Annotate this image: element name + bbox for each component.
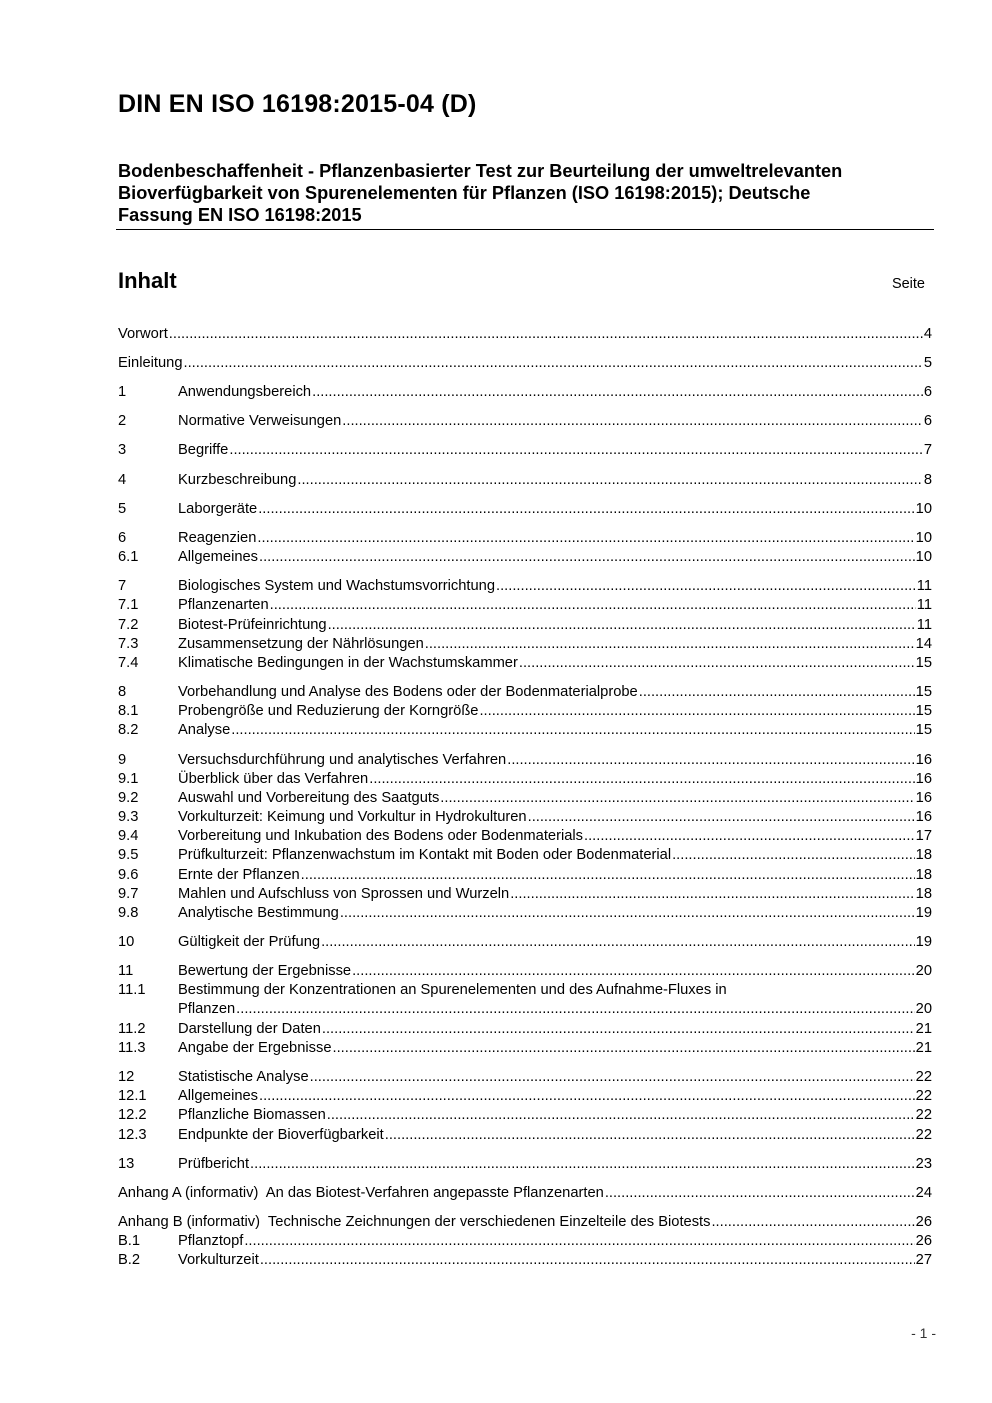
toc-entry-page: 22: [915, 1088, 932, 1104]
toc-entry[interactable]: [118, 770, 932, 789]
toc-entry-title: Begriffe: [178, 442, 229, 458]
toc-dot-leader: [510, 885, 914, 904]
toc-entry-title: Pflanztopf: [178, 1233, 244, 1249]
toc-entry-page: 10: [915, 530, 932, 546]
toc-entry-page: 18: [915, 886, 932, 902]
toc-entry-page: 19: [915, 934, 932, 950]
toc-entry-number: 9.5: [118, 847, 139, 863]
toc-entry-number: 9.2: [118, 790, 139, 806]
toc-entry-page: 5: [923, 355, 932, 371]
toc-entry-continuation[interactable]: [118, 1000, 932, 1019]
toc-entry[interactable]: [118, 596, 932, 615]
toc-entry-page: 14: [915, 636, 932, 652]
toc-dot-leader: [301, 866, 915, 885]
toc-entry-title: Analyse: [178, 722, 231, 738]
toc-entry[interactable]: [118, 1106, 932, 1125]
toc-entry-number: 9: [118, 752, 127, 768]
toc-entry-page: 19: [915, 905, 932, 921]
toc-entry-number: 11: [118, 963, 134, 979]
toc-entry-number: 12.3: [118, 1127, 147, 1143]
toc-entry[interactable]: [118, 866, 932, 885]
toc-page-column-label: Seite: [891, 276, 925, 292]
toc-entry[interactable]: [118, 548, 932, 567]
toc-entry-number: 8.2: [118, 722, 139, 738]
toc-dot-leader: [260, 1251, 915, 1270]
toc-entry-page: 15: [915, 655, 932, 671]
toc-entry[interactable]: [118, 789, 932, 808]
toc-entry-title: Anwendungsbereich: [178, 384, 312, 400]
toc-entry-title: Versuchsdurchführung und analytisches Verfahren: [178, 752, 507, 768]
toc-heading: Inhalt: [118, 268, 177, 293]
toc-entry-number: 1: [118, 384, 127, 400]
toc-dot-leader: [327, 1106, 915, 1125]
toc-entry-number: 2: [118, 413, 127, 429]
toc-dot-leader: [369, 770, 914, 789]
toc-entry-number: 12.1: [118, 1088, 147, 1104]
toc-dot-leader: [342, 412, 923, 431]
toc-entry-page: 18: [915, 847, 932, 863]
toc-entry-page: 26: [915, 1214, 932, 1230]
toc-entry[interactable]: [118, 1087, 932, 1106]
toc-dot-leader: [507, 751, 914, 770]
toc-entry-title: Laborgeräte: [178, 501, 258, 517]
toc-entry-number: 6: [118, 530, 127, 546]
toc-dot-leader: [385, 1126, 915, 1145]
toc-dot-leader: [310, 1068, 915, 1087]
toc-entry-page: 22: [915, 1069, 932, 1085]
toc-entry-page: 22: [915, 1127, 932, 1143]
toc-entry-title: Pflanzenarten: [178, 597, 269, 613]
toc-entry-page: 6: [923, 413, 932, 429]
toc-dot-leader: [250, 1155, 915, 1174]
toc-entry-title: Überblick über das Verfahren: [178, 771, 369, 787]
toc-dot-leader: [169, 325, 923, 344]
toc-entry-title: Normative Verweisungen: [178, 413, 342, 429]
document-title: DIN EN ISO 16198:2015-04 (D): [118, 90, 477, 118]
toc-entry-number: 6.1: [118, 549, 139, 565]
toc-entry[interactable]: [118, 1213, 932, 1232]
toc-entry[interactable]: [118, 500, 932, 519]
toc-entry-title: Auswahl und Vorbereitung des Saatguts: [178, 790, 440, 806]
toc-entry-title: Reagenzien: [178, 530, 257, 546]
toc-entry-title: Kurzbeschreibung: [178, 472, 297, 488]
toc-dot-leader: [440, 789, 914, 808]
toc-entry-page: 16: [915, 809, 932, 825]
toc-entry-page: 10: [915, 501, 932, 517]
toc-entry-number: B.2: [118, 1252, 141, 1268]
toc-dot-leader: [352, 962, 915, 981]
toc-entry-title: Vorkulturzeit: [178, 1252, 259, 1268]
toc-entry-title: Bewertung der Ergebnisse: [178, 963, 352, 979]
toc-entry-number: 4: [118, 472, 127, 488]
toc-entry-page: 26: [915, 1233, 932, 1249]
toc-entry[interactable]: [118, 654, 932, 673]
toc-entry-title: Ernte der Pflanzen: [178, 867, 300, 883]
toc-dot-leader: [321, 933, 915, 952]
toc-entry[interactable]: [118, 933, 932, 952]
toc-dot-leader: [584, 827, 915, 846]
toc-entry[interactable]: [118, 904, 932, 923]
toc-dot-leader: [519, 654, 915, 673]
toc-entry[interactable]: [118, 635, 932, 654]
toc-entry-number: 9.7: [118, 886, 139, 902]
toc-entry-page: 27: [915, 1252, 932, 1268]
toc-entry-number: 11.2: [118, 1021, 146, 1037]
toc-entry-title: Biologisches System und Wachstumsvorrichtung: [178, 578, 495, 594]
toc-entry-page: 21: [915, 1040, 932, 1056]
toc-entry-number: 9.8: [118, 905, 139, 921]
toc-entry-page: 10: [915, 549, 932, 565]
toc-entry-number: 13: [118, 1156, 135, 1172]
toc-entry[interactable]: [118, 751, 932, 770]
toc-entry[interactable]: [118, 325, 932, 344]
toc-dot-leader: [605, 1184, 915, 1203]
toc-entry-number: B.1: [118, 1233, 141, 1249]
toc-dot-leader: [340, 904, 915, 923]
toc-entry-page: 11: [916, 597, 932, 613]
toc-entry[interactable]: [118, 827, 932, 846]
toc-entry[interactable]: [118, 1251, 932, 1270]
toc-entry-page: 20: [915, 1001, 932, 1017]
toc-entry-title: Einleitung: [118, 355, 183, 371]
toc-entry-page: 18: [915, 867, 932, 883]
toc-entry-title: Allgemeines: [178, 1088, 259, 1104]
toc-entry-page: 11: [916, 578, 932, 594]
toc-entry[interactable]: [118, 981, 932, 1000]
toc-entry-number: 9.4: [118, 828, 139, 844]
toc-entry[interactable]: [118, 1184, 932, 1203]
toc-dot-leader: [328, 616, 916, 635]
toc-entry-title: Anhang A (informativ) An das Biotest-Verfahren angepasste Pflanzenarten: [118, 1185, 604, 1201]
toc-dot-leader: [270, 596, 916, 615]
toc-dot-leader: [425, 635, 915, 654]
toc-entry[interactable]: [118, 471, 932, 490]
toc-entry-title: Gültigkeit der Prüfung: [178, 934, 321, 950]
document-subtitle: [118, 160, 933, 226]
toc-entry-number: 12.2: [118, 1107, 147, 1123]
toc-entry-page: 15: [915, 703, 932, 719]
toc-entry-page: 16: [915, 790, 932, 806]
toc-entry-number: 7.2: [118, 617, 139, 633]
toc-entry-title: Vorbereitung und Inkubation des Bodens oder Bodenmaterials: [178, 828, 584, 844]
toc-dot-leader: [257, 529, 914, 548]
toc-entry[interactable]: [118, 1039, 932, 1058]
toc-dot-leader: [672, 846, 915, 865]
toc-entry[interactable]: [118, 846, 932, 865]
toc-entry[interactable]: [118, 1068, 932, 1087]
toc-dot-leader: [333, 1039, 915, 1058]
toc-entry[interactable]: [118, 577, 932, 596]
toc-entry-number: 8.1: [118, 703, 139, 719]
toc-entry-page: 11: [916, 617, 932, 633]
toc-entry-title: Analytische Bestimmung: [178, 905, 339, 921]
toc-dot-leader: [322, 1020, 915, 1039]
title-divider: [116, 229, 934, 230]
subtitle-line: Bioverfügbarkeit von Spurenelementen für Pflanzen (ISO 16198:2015); Deutsche: [118, 183, 811, 203]
toc-dot-leader: [528, 808, 915, 827]
toc-entry-title: Pflanzliche Biomassen: [178, 1107, 326, 1123]
toc-entry-title: Bestimmung der Konzentrationen an Spurenelementen und des Aufnahme-Fluxes in: [178, 982, 727, 998]
toc-dot-leader: [244, 1232, 914, 1251]
toc-dot-leader: [496, 577, 916, 596]
subtitle-line: Fassung EN ISO 16198:2015: [118, 205, 362, 225]
toc-entry-page: 7: [923, 442, 932, 458]
toc-entry-number: 10: [118, 934, 135, 950]
toc-entry-page: 17: [915, 828, 932, 844]
toc-dot-leader: [259, 548, 915, 567]
toc-entry[interactable]: [118, 383, 932, 402]
toc-entry[interactable]: [118, 441, 932, 460]
toc-dot-leader: [229, 441, 922, 460]
toc-entry-title: Anhang B (informativ) Technische Zeichnungen der verschiedenen Einzelteile des Biotests: [118, 1214, 711, 1230]
toc-entry-title: Statistische Analyse: [178, 1069, 309, 1085]
toc-entry-page: 6: [923, 384, 932, 400]
toc-entry-page: 15: [915, 722, 932, 738]
toc-entry[interactable]: [118, 721, 932, 740]
toc-entry-number: 7.4: [118, 655, 139, 671]
toc-entry[interactable]: [118, 354, 932, 373]
toc-dot-leader: [479, 702, 914, 721]
toc-dot-leader: [236, 1000, 914, 1019]
toc-entry-page: 16: [915, 771, 932, 787]
toc-entry-title: Mahlen und Aufschluss von Sprossen und Wurzeln: [178, 886, 510, 902]
toc-entry-title: Prüfkulturzeit: Pflanzenwachstum im Kontakt mit Boden oder Bodenmaterial: [178, 847, 672, 863]
toc-entry-title: Klimatische Bedingungen in der Wachstumskammer: [178, 655, 518, 671]
toc-entry-number: 11.1: [118, 982, 146, 998]
toc-entry-number: 12: [118, 1069, 135, 1085]
toc-entry[interactable]: [118, 702, 932, 721]
toc-entry-page: 8: [923, 472, 932, 488]
toc-entry-number: 11.3: [118, 1040, 146, 1056]
toc-entry-title: Zusammensetzung der Nährlösungen: [178, 636, 424, 652]
toc-entry-number: 5: [118, 501, 127, 517]
toc-entry-title: Probengröße und Reduzierung der Korngröße: [178, 703, 479, 719]
toc-dot-leader: [297, 471, 922, 490]
toc-entry-title: Prüfbericht: [178, 1156, 250, 1172]
toc-entry-number: 3: [118, 442, 127, 458]
toc-entry-number: 7.1: [118, 597, 139, 613]
toc-entry-title: Endpunkte der Bioverfügbarkeit: [178, 1127, 384, 1143]
toc-entry[interactable]: [118, 616, 932, 635]
toc-entry[interactable]: [118, 529, 932, 548]
toc-entry[interactable]: [118, 1020, 932, 1039]
toc-entry-page: 15: [915, 684, 932, 700]
toc-entry[interactable]: [118, 962, 932, 981]
toc-entry-page: 23: [915, 1156, 932, 1172]
toc-entry-number: 9.3: [118, 809, 139, 825]
toc-entry-page: 16: [915, 752, 932, 768]
toc-entry-page: 21: [915, 1021, 932, 1037]
toc-dot-leader: [639, 683, 915, 702]
toc-entry[interactable]: [118, 885, 932, 904]
toc-entry[interactable]: [118, 808, 932, 827]
toc-entry-number: 7.3: [118, 636, 139, 652]
toc-dot-leader: [312, 383, 923, 402]
toc-entry-number: 7: [118, 578, 127, 594]
toc-entry-title: Vorwort: [118, 326, 168, 342]
toc-entry-page: 24: [915, 1185, 932, 1201]
toc-entry[interactable]: [118, 1126, 932, 1145]
toc-entry[interactable]: [118, 1155, 932, 1174]
toc-entry-number: 8: [118, 684, 127, 700]
toc-entry-page: 22: [915, 1107, 932, 1123]
toc-entry-page: 20: [915, 963, 932, 979]
toc-dot-leader: [711, 1213, 914, 1232]
toc-entry[interactable]: [118, 412, 932, 431]
toc-entry[interactable]: [118, 683, 932, 702]
toc-entry-title: Angabe der Ergebnisse: [178, 1040, 332, 1056]
toc-entry-number: 9.1: [118, 771, 139, 787]
toc-entry-title: Biotest-Prüfeinrichtung: [178, 617, 327, 633]
toc-dot-leader: [231, 721, 914, 740]
toc-entry-title: Allgemeines: [178, 549, 259, 565]
toc-dot-leader: [259, 1087, 915, 1106]
toc-entry-title: Vorkulturzeit: Keimung und Vorkultur in Hydrokulturen: [178, 809, 527, 825]
toc-entry-title: Vorbehandlung und Analyse des Bodens oder der Bodenmaterialprobe: [178, 684, 638, 700]
toc-entry-number: 9.6: [118, 867, 139, 883]
subtitle-line: Bodenbeschaffenheit - Pflanzenbasierter Test zur Beurteilung der umweltrelevanten: [118, 161, 843, 181]
toc-entry-title: Darstellung der Daten: [178, 1021, 321, 1037]
toc-entry-title: Pflanzen: [178, 1001, 236, 1017]
toc-entry-page: 4: [923, 326, 932, 342]
toc-dot-leader: [258, 500, 914, 519]
page-number: - 1 -: [911, 1325, 936, 1341]
toc-entry[interactable]: [118, 1232, 932, 1251]
toc-dot-leader: [184, 354, 923, 373]
